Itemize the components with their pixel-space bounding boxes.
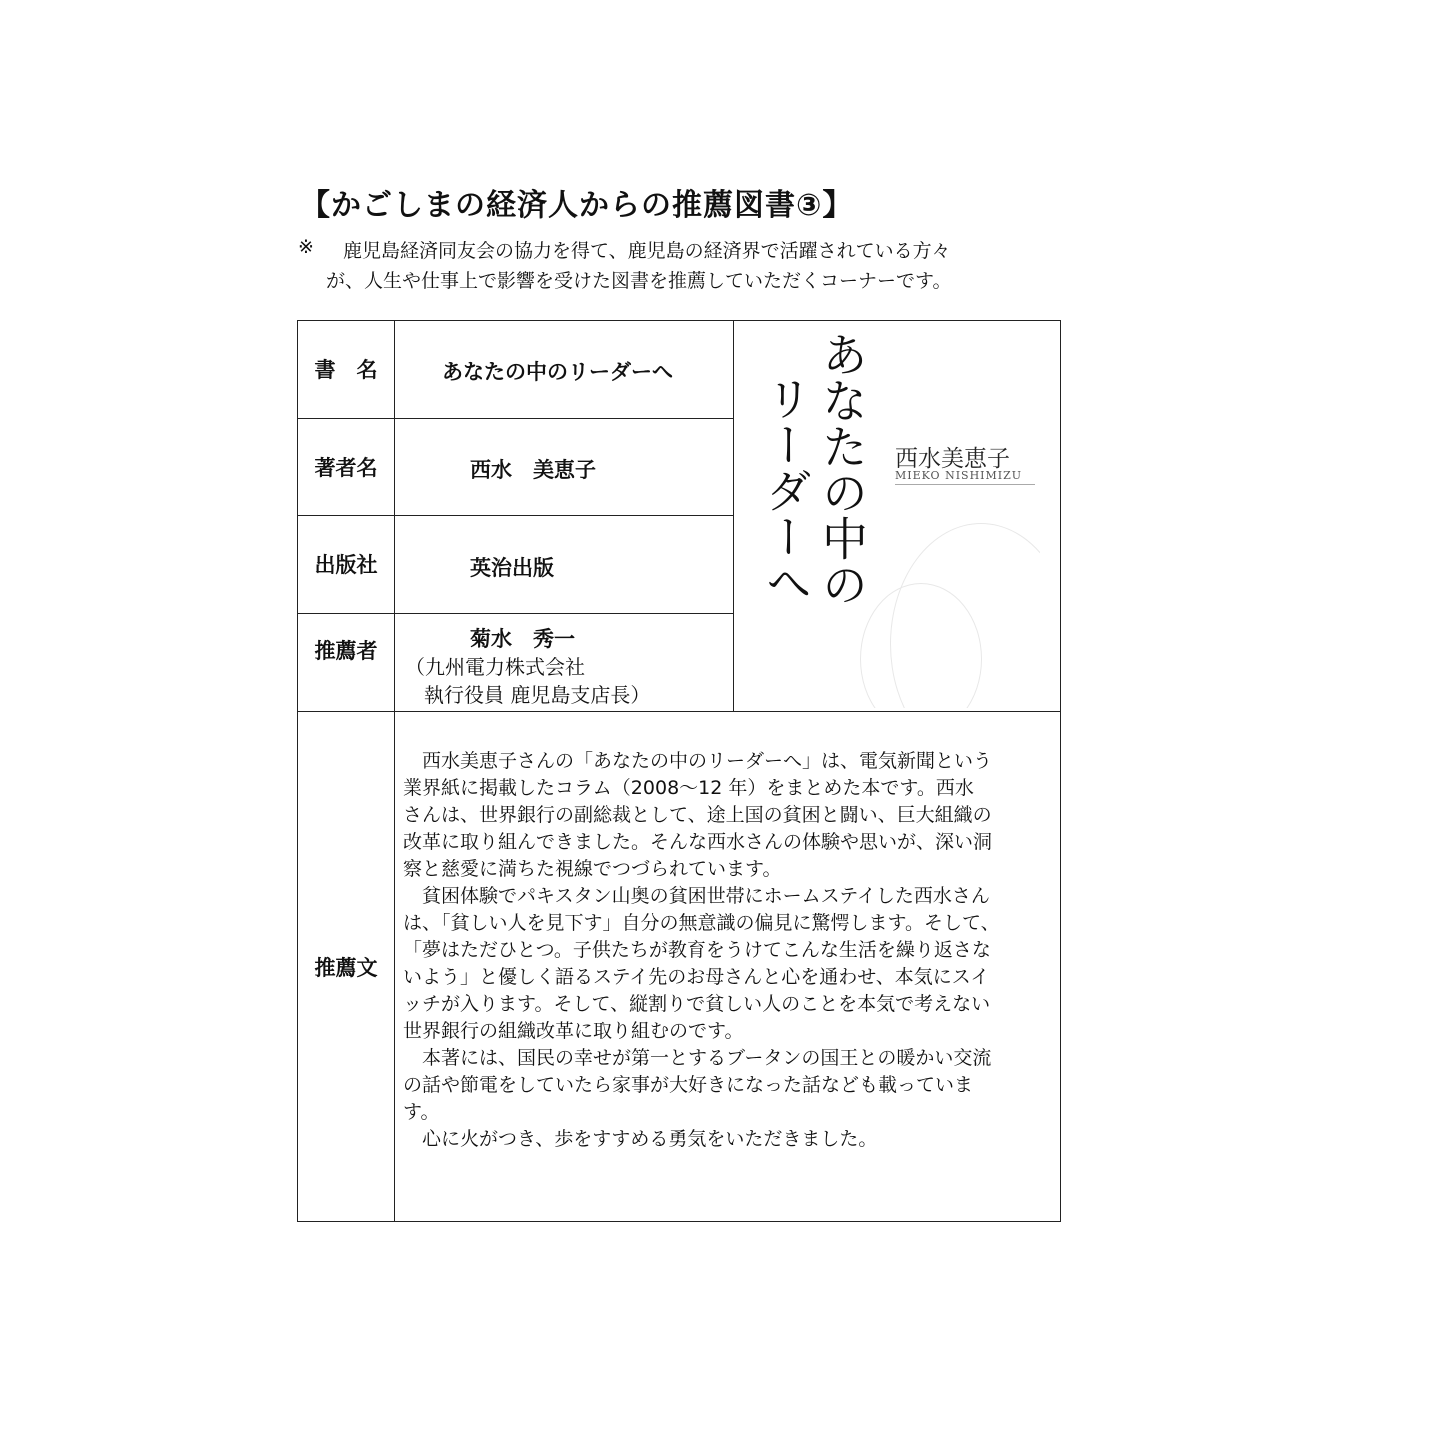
- review-line: の話や節電をしていたら家事が大好きになった話なども載っていま: [403, 1074, 974, 1096]
- review-line: 改革に取り組んできました。そんな西水さんの体験や思いが、深い洞: [403, 831, 993, 853]
- review-line: いよう」と優しく語るステイ先のお母さんと心を通わせ、本気にスイ: [403, 966, 990, 988]
- note-text-line-1: 鹿児島経済同友会の協力を得て、鹿児島の経済界で活躍されている方々: [343, 240, 951, 262]
- book-title-label: 書 名: [314, 358, 378, 382]
- page-title: 【かごしまの経済人からの推薦図書③】: [300, 188, 854, 223]
- review-line: 貧困体験でパキスタン山奥の貧困世帯にホームステイした西水さん: [403, 885, 990, 907]
- review-line: 心に火がつき、歩をすすめる勇気をいただきました。: [403, 1128, 878, 1150]
- review-line: さんは、世界銀行の副総裁として、途上国の貧困と闘い、巨大組織の: [403, 804, 992, 826]
- recommender-org-line-2: 執行役員 鹿児島支店長）: [424, 683, 651, 707]
- book-title-value: あなたの中のリーダーへ: [442, 360, 673, 384]
- review-line: す。: [403, 1101, 440, 1123]
- cover-title-column-1: あなたの中の: [815, 331, 869, 607]
- cover-author-jp: 西水美恵子: [895, 446, 1010, 472]
- review-line: は、「貧しい人を見下す」自分の無意識の偏見に驚愕します。そして、: [403, 912, 1000, 934]
- note-mark: ※: [298, 236, 314, 258]
- review-line: 西水美恵子さんの「あなたの中のリーダーへ」は、電気新聞という: [403, 750, 993, 772]
- review-line: 察と慈愛に満ちた視線でつづられています。: [403, 858, 782, 880]
- review-line: 本著には、国民の幸せが第一とするブータンの国王との暖かい交流: [403, 1047, 992, 1069]
- review-line: 「夢はただひとつ。子供たちが教育をうけてこんな生活を繰り返さな: [403, 939, 991, 961]
- review-label: 推薦文: [314, 955, 378, 980]
- review-line: 業界紙に掲載したコラム（2008～12 年）をまとめた本です。西水: [403, 777, 974, 799]
- author-value: 西水 美恵子: [470, 458, 596, 482]
- review-line: 世界銀行の組織改革に取り組むのです。: [403, 1020, 744, 1042]
- cover-rule: [895, 484, 1035, 485]
- recommender-label: 推薦者: [314, 639, 378, 663]
- row-divider: [297, 711, 1061, 712]
- book-cover-image: [740, 323, 1040, 708]
- cover-title-column-2: リーダーへ: [759, 375, 813, 605]
- recommender-name: 菊水 秀一: [470, 627, 575, 651]
- review-line: ッチが入ります。そして、縦割りで貧しい人のことを本気で考えない: [403, 993, 991, 1015]
- cover-author-en: MIEKO NISHIMIZU: [895, 469, 1023, 482]
- publisher-label: 出版社: [314, 553, 378, 577]
- publisher-value: 英治出版: [470, 556, 554, 580]
- table-column-divider: [394, 320, 395, 1222]
- note-text-line-2: が、人生や仕事上で影響を受けた図書を推薦していただくコーナーです。: [326, 270, 952, 292]
- recommender-org-line-1: （九州電力株式会社: [405, 655, 585, 679]
- author-label: 著者名: [314, 455, 378, 480]
